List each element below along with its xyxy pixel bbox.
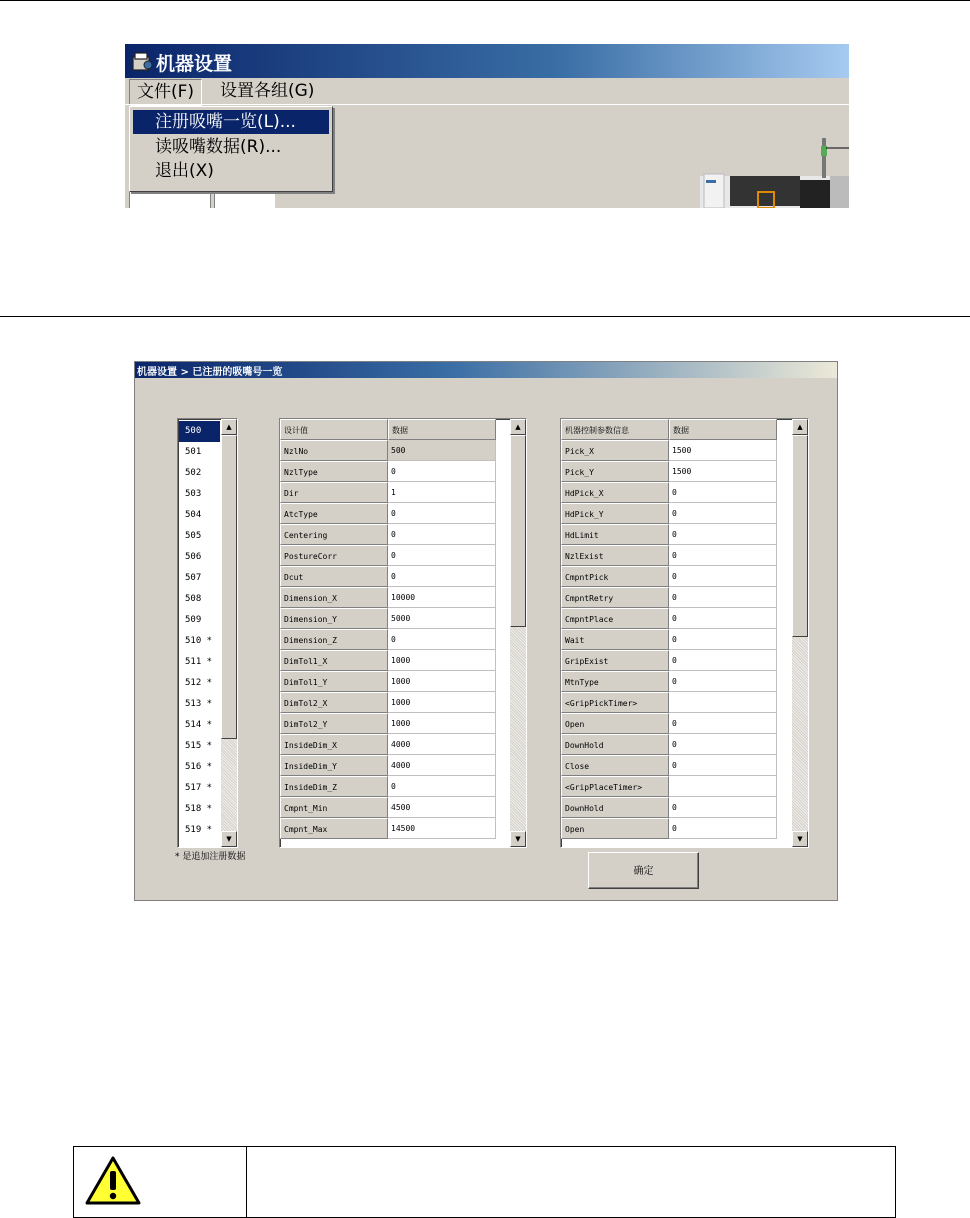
nozzle-list-item[interactable]: 519 * — [185, 825, 213, 835]
menu-item-read-nozzle-data[interactable]: 读吸嘴数据(R)... — [155, 137, 282, 157]
row-value-cell[interactable]: 0 — [669, 482, 777, 503]
menu-groups[interactable]: 设置各组(G) — [220, 81, 315, 101]
row-label: InsideDim_Z — [280, 776, 388, 797]
row-label: Dcut — [280, 566, 388, 587]
row-label: Close — [561, 755, 669, 776]
row-value-cell[interactable]: 1500 — [669, 440, 777, 461]
nozzle-list-item[interactable]: 501 — [185, 447, 202, 457]
row-label: Dimension_Z — [280, 629, 388, 650]
row-label: PostureCorr — [280, 545, 388, 566]
row-value-cell[interactable]: 10000 — [388, 587, 496, 608]
row-label: <GripPlaceTimer> — [561, 776, 669, 797]
scroll-up-icon[interactable]: ▲ — [510, 419, 526, 435]
row-value-cell[interactable]: 0 — [669, 608, 777, 629]
row-value-cell[interactable]: 0 — [388, 461, 496, 482]
nozzle-list-item[interactable]: 500 — [179, 421, 220, 442]
ok-button[interactable]: 确定 — [588, 852, 699, 889]
scroll-up-icon[interactable]: ▲ — [221, 419, 237, 435]
nozzle-list-item[interactable]: 509 — [185, 615, 202, 625]
row-value-cell[interactable]: 0 — [669, 671, 777, 692]
row-value-cell[interactable]: 0 — [388, 629, 496, 650]
design-value-table[interactable] — [279, 418, 527, 848]
row-label: NzlType — [280, 461, 388, 482]
row-label: HdLimit — [561, 524, 669, 545]
window-title: 机器设置 — [156, 53, 233, 75]
scroll-down-icon[interactable]: ▼ — [221, 831, 237, 847]
scroll-down-icon[interactable]: ▼ — [510, 831, 526, 847]
nozzle-list-item[interactable]: 517 * — [185, 783, 213, 793]
row-label: Pick_Y — [561, 461, 669, 482]
menu-screenshot — [125, 44, 849, 208]
nozzle-list-item[interactable]: 504 — [185, 510, 202, 520]
row-label: DimTol1_Y — [280, 671, 388, 692]
menu-bar — [125, 78, 849, 106]
dialog-titlebar — [135, 362, 837, 378]
row-label: DownHold — [561, 797, 669, 818]
column-header-value: 数据 — [669, 419, 777, 440]
row-value-cell[interactable]: 0 — [669, 755, 777, 776]
row-value-cell[interactable] — [669, 692, 777, 713]
scroll-thumb[interactable] — [221, 435, 237, 739]
row-label: Pick_X — [561, 440, 669, 461]
row-value-cell[interactable]: 1000 — [388, 650, 496, 671]
row-value-cell[interactable]: 0 — [669, 713, 777, 734]
nozzle-list-item[interactable]: 510 * — [185, 636, 213, 646]
row-label: CmpntPick — [561, 566, 669, 587]
scroll-thumb[interactable] — [510, 435, 526, 627]
file-dropdown-menu — [129, 106, 333, 192]
row-value-cell[interactable]: 0 — [669, 734, 777, 755]
nozzle-list-item[interactable]: 505 — [185, 531, 202, 541]
warning-icon — [84, 1155, 142, 1207]
design-table-scrollbar[interactable] — [510, 419, 526, 847]
row-value-cell[interactable]: 0 — [669, 545, 777, 566]
row-value-cell[interactable]: 0 — [388, 524, 496, 545]
row-value-cell[interactable]: 1500 — [669, 461, 777, 482]
dialog-title: 机器设置 > 已注册的吸嘴号一览 — [137, 367, 283, 378]
menu-separator — [125, 104, 849, 105]
row-value-cell[interactable]: 0 — [388, 566, 496, 587]
row-label: DimTol1_X — [280, 650, 388, 671]
row-label: HdPick_X — [561, 482, 669, 503]
row-label: Dir — [280, 482, 388, 503]
nozzle-list-item[interactable]: 513 * — [185, 699, 213, 709]
row-value-cell[interactable]: 14500 — [388, 818, 496, 839]
nozzle-list-item[interactable]: 512 * — [185, 678, 213, 688]
row-value-cell[interactable]: 0 — [669, 503, 777, 524]
menu-item-register-nozzle-list[interactable]: 注册吸嘴一览(L)... — [133, 110, 329, 134]
column-header-value: 数据 — [388, 419, 496, 440]
machine-control-table[interactable] — [560, 418, 809, 848]
section-rule — [0, 316, 970, 317]
nozzle-list-scrollbar[interactable] — [221, 419, 237, 847]
row-value-cell[interactable]: 0 — [669, 587, 777, 608]
row-value-cell[interactable]: 5000 — [388, 608, 496, 629]
row-label: DimTol2_Y — [280, 713, 388, 734]
nozzle-list-dialog — [134, 361, 838, 901]
row-value-cell[interactable]: 4000 — [388, 755, 496, 776]
machine-image — [700, 136, 849, 208]
top-rule — [0, 0, 970, 1]
window-titlebar — [125, 44, 849, 78]
row-label: DimTol2_X — [280, 692, 388, 713]
row-label: CmpntRetry — [561, 587, 669, 608]
row-value-cell[interactable]: 4000 — [388, 734, 496, 755]
column-header-name: 设计值 — [280, 419, 388, 440]
row-label: Open — [561, 713, 669, 734]
row-label: GripExist — [561, 650, 669, 671]
nozzle-list-item[interactable]: 514 * — [185, 720, 213, 730]
row-label: Dimension_Y — [280, 608, 388, 629]
row-label: DownHold — [561, 734, 669, 755]
warning-divider — [246, 1147, 247, 1217]
menu-item-exit[interactable]: 退出(X) — [155, 161, 214, 181]
row-value-cell[interactable]: 1000 — [388, 713, 496, 734]
row-value-cell[interactable]: 0 — [669, 524, 777, 545]
app-icon — [131, 51, 153, 72]
row-label: AtcType — [280, 503, 388, 524]
nozzle-list-item[interactable]: 506 — [185, 552, 202, 562]
row-label: <GripPickTimer> — [561, 692, 669, 713]
row-value-cell[interactable]: 0 — [388, 776, 496, 797]
row-value-cell[interactable]: 0 — [669, 566, 777, 587]
row-label: Centering — [280, 524, 388, 545]
row-label: NzlNo — [280, 440, 388, 461]
row-value-cell[interactable]: 0 — [669, 650, 777, 671]
row-label: Cmpnt_Min — [280, 797, 388, 818]
menu-file[interactable]: 文件(F) — [129, 79, 202, 106]
row-label: HdPick_Y — [561, 503, 669, 524]
nozzle-list-item[interactable]: 502 — [185, 468, 202, 478]
row-label: Cmpnt_Max — [280, 818, 388, 839]
row-value-cell[interactable]: 0 — [669, 629, 777, 650]
row-value-cell[interactable]: 0 — [669, 818, 777, 839]
footnote: * 是追加注册数据 — [175, 852, 246, 862]
row-value-cell[interactable]: 1 — [388, 482, 496, 503]
row-value-cell[interactable]: 500 — [388, 440, 496, 461]
scroll-up-icon[interactable]: ▲ — [792, 419, 808, 435]
row-value-cell[interactable]: 1000 — [388, 692, 496, 713]
nozzle-list-item[interactable]: 518 * — [185, 804, 213, 814]
nozzle-list-item[interactable]: 516 * — [185, 762, 213, 772]
nozzle-list-item[interactable]: 507 — [185, 573, 202, 583]
column-header-name: 机器控制参数信息 — [561, 419, 669, 440]
nozzle-list-item[interactable]: 515 * — [185, 741, 213, 751]
scroll-down-icon[interactable]: ▼ — [792, 831, 808, 847]
row-value-cell[interactable] — [669, 776, 777, 797]
row-value-cell[interactable]: 0 — [669, 797, 777, 818]
nozzle-list-item[interactable]: 508 — [185, 594, 202, 604]
row-label: Open — [561, 818, 669, 839]
nozzle-list-item[interactable]: 511 * — [185, 657, 213, 667]
row-value-cell[interactable]: 1000 — [388, 671, 496, 692]
row-label: InsideDim_X — [280, 734, 388, 755]
scroll-thumb[interactable] — [792, 435, 808, 637]
row-label: CmpntPlace — [561, 608, 669, 629]
row-label: MtnType — [561, 671, 669, 692]
row-label: InsideDim_Y — [280, 755, 388, 776]
row-label: NzlExist — [561, 545, 669, 566]
control-table-scrollbar[interactable] — [792, 419, 808, 847]
row-label: Dimension_X — [280, 587, 388, 608]
row-value-cell[interactable]: 4500 — [388, 797, 496, 818]
row-value-cell[interactable]: 0 — [388, 545, 496, 566]
row-label: Wait — [561, 629, 669, 650]
warning-box — [73, 1146, 896, 1218]
nozzle-list[interactable] — [177, 418, 238, 848]
nozzle-list-item[interactable]: 503 — [185, 489, 202, 499]
row-value-cell[interactable]: 0 — [388, 503, 496, 524]
